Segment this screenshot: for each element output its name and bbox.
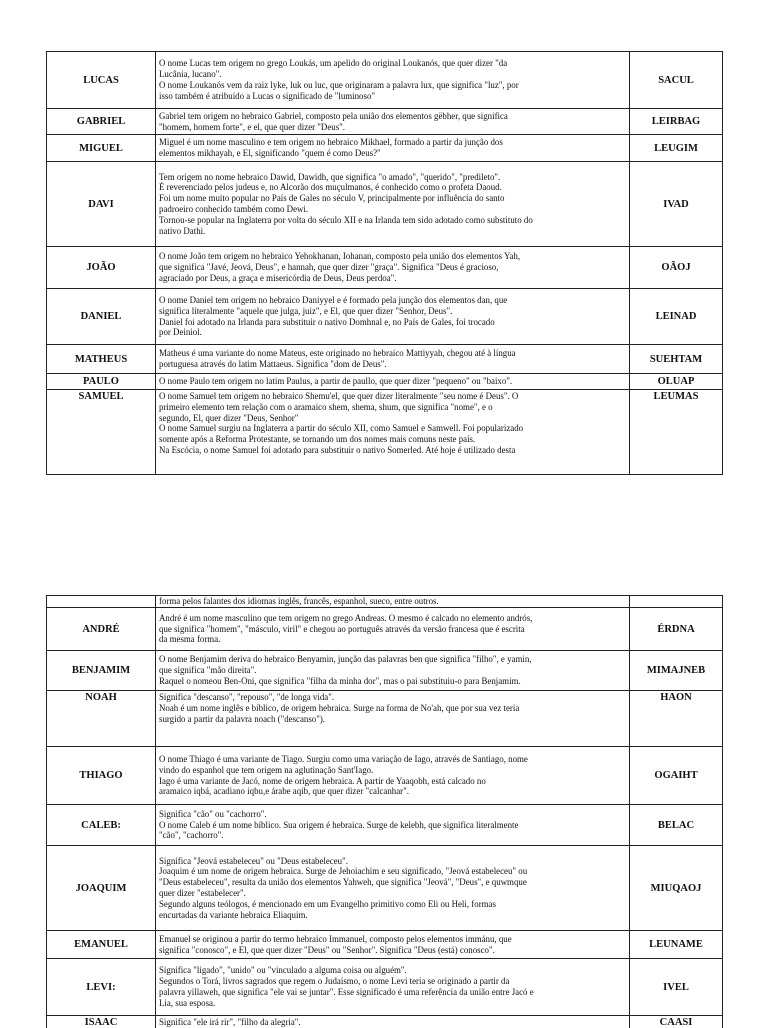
meaning-line: Iago é uma variante de Jacó, nome de origem hebraica. A partir de Yaaqobh, está calcado no bbox=[159, 776, 626, 787]
meaning-line: Matheus é uma variante do nome Mateus, este originado no hebraico Mattiyyah, chegou até à língua bbox=[159, 348, 626, 359]
name-cell: ANDRÉ bbox=[47, 608, 156, 651]
meaning-line: vindo do espanhol que tem origem na aglutinação Sant'Iago. bbox=[159, 765, 626, 776]
meaning-cell bbox=[156, 345, 630, 374]
name-cell: PAULO bbox=[47, 374, 156, 390]
meaning-line: Lia, sua esposa. bbox=[159, 998, 626, 1009]
meaning-line: segundo, El, quer dizer "Deus, Senhor" bbox=[159, 413, 626, 424]
meaning-line: "homem, homem forte", e el, que quer dizer "Deus". bbox=[159, 122, 626, 133]
meaning-line: Na Escócia, o nome Samuel foi adotado para substituir o nativo Somerled. Até hoje é utilizado desta bbox=[159, 445, 626, 456]
meaning-line: O nome Paulo tem origem no latim Paulus, a partir de paullo, que quer dizer "pequeno" ou "baixo". bbox=[159, 376, 626, 387]
meaning-line: isso também é atribuído a Lucas o significado de "luminoso" bbox=[159, 91, 626, 102]
reversed-name-cell: OLUAP bbox=[630, 374, 723, 390]
reversed-name-cell: IVEL bbox=[630, 959, 723, 1016]
name-row-paulo bbox=[47, 374, 723, 390]
reversed-name-cell: LEINAD bbox=[630, 289, 723, 345]
meaning-cell bbox=[156, 959, 630, 1016]
meaning-line: forma pelos falantes dos idiomas inglês, francês, espanhol, sueco, entre outros. bbox=[159, 596, 626, 607]
reversed-name-cell: MIUQAOJ bbox=[630, 846, 723, 931]
name-cell: NOAH bbox=[47, 691, 156, 747]
reversed-name-cell: SUEHTAM bbox=[630, 345, 723, 374]
name-row-andre bbox=[47, 608, 723, 651]
meaning-line: padroeiro conhecido também como Dewi. bbox=[159, 204, 626, 215]
meaning-line: aramaico iqbá, acadiano iqbu,e árabe aqib, que quer dizer "calcanhar". bbox=[159, 786, 626, 797]
reversed-name-cell: MIMAJNEB bbox=[630, 651, 723, 691]
name-cell: BENJAMIM bbox=[47, 651, 156, 691]
name-row-continued bbox=[47, 596, 723, 608]
meaning-line: É reverenciado pelos judeus e, no Alcorão dos muçulmanos, é conhecido como o profeta Daoud. bbox=[159, 182, 626, 193]
reversed-name-cell: HAON bbox=[630, 691, 723, 747]
name-row-emanuel bbox=[47, 931, 723, 959]
name-cell: JOÃO bbox=[47, 247, 156, 289]
reversed-name-cell: ÉRDNA bbox=[630, 608, 723, 651]
meaning-cell bbox=[156, 608, 630, 651]
meaning-line: Tem origem no nome hebraico Dawid, Dawidh, que significa "o amado", "querido", "predileto". bbox=[159, 172, 626, 183]
reversed-name-cell: BELAC bbox=[630, 805, 723, 846]
reversed-name-cell: SACUL bbox=[630, 52, 723, 109]
meaning-line: O nome Samuel surgiu na Inglaterra a partir do século XII, como Samuel e Samwell. Foi popularizado bbox=[159, 423, 626, 434]
meaning-line: "cão", "cachorro". bbox=[159, 830, 626, 841]
meaning-line: O nome Benjamim deriva do hebraico Benyamin, junção das palavras ben que significa "filho", e yamin, bbox=[159, 654, 626, 665]
meaning-line: Noah é um nome inglês e bíblico, de origem hebraica. Surge na forma de No'ah, que por sua vez teria bbox=[159, 703, 626, 714]
name-row-davi bbox=[47, 162, 723, 247]
meaning-line: encurtadas da variante hebraica Eliaquim. bbox=[159, 910, 626, 921]
meaning-line: agraciado por Deus, a graça e misericórdia de Deus, Deus perdoa". bbox=[159, 273, 626, 284]
name-cell: LUCAS bbox=[47, 52, 156, 109]
name-cell: EMANUEL bbox=[47, 931, 156, 959]
meaning-line: que significa "homem", "másculo, viril" e chegou ao português através da versão francesa que é escrita bbox=[159, 624, 626, 635]
meaning-line: significa literalmente "aquele que julga, juiz", e El, que quer dizer "Senhor, Deus". bbox=[159, 306, 626, 317]
name-row-thiago bbox=[47, 747, 723, 805]
name-row-benjamim bbox=[47, 651, 723, 691]
meaning-cell bbox=[156, 390, 630, 475]
meaning-cell bbox=[156, 162, 630, 247]
name-cell: GABRIEL bbox=[47, 109, 156, 135]
meaning-line: Significa "ligado", "unido" ou "vinculado a alguma coisa ou alguém". bbox=[159, 965, 626, 976]
meaning-line: Significa "descanso", "repouso", "de longa vida". bbox=[159, 692, 626, 703]
meaning-line: palavra yillaweh, que significa "ele vai se juntar". Esse significado é uma referência da união entre Jacó e bbox=[159, 987, 626, 998]
meaning-cell bbox=[156, 289, 630, 345]
meaning-line: da mesma forma. bbox=[159, 634, 626, 645]
meaning-line: Foi um nome muito popular no País de Gales no século V, principalmente por influência do santo bbox=[159, 193, 626, 204]
name-cell: JOAQUIM bbox=[47, 846, 156, 931]
meaning-line: Significa "ele irá rir", "filho da alegria". bbox=[159, 1017, 626, 1028]
meaning-line: nativo Dathi. bbox=[159, 226, 626, 237]
name-cell bbox=[47, 596, 156, 608]
meaning-line: Segundos o Torá, livros sagrados que regem o Judaísmo, o nome Levi teria se originado a partir da bbox=[159, 976, 626, 987]
meaning-line: significa "conosco", e El, que quer dizer "Deus" ou "Senhor". Significa "Deus (está) conosco". bbox=[159, 945, 626, 956]
meaning-line: O nome Lucas tem origem no grego Loukás, um apelido do original Loukanós, que quer dizer "da bbox=[159, 58, 626, 69]
reversed-name-cell: IVAD bbox=[630, 162, 723, 247]
meaning-cell bbox=[156, 651, 630, 691]
meaning-line: O nome Loukanós vem da raiz lyke, luk ou luc, que originaram a palavra lux, que significa "luz", por bbox=[159, 80, 626, 91]
meaning-cell bbox=[156, 1016, 630, 1028]
reversed-name-cell: LEUGIM bbox=[630, 135, 723, 162]
meaning-line: que significa "mão direita". bbox=[159, 665, 626, 676]
reversed-name-cell: OÃOJ bbox=[630, 247, 723, 289]
meaning-line: surgido a partir da palavra noach ("descanso"). bbox=[159, 714, 626, 725]
meaning-line: Raquel o nomeou Ben-Oni, que significa "filha da minha dor", mas o pai substituiu-o para Benjamim. bbox=[159, 676, 626, 687]
name-row-samuel bbox=[47, 390, 723, 475]
name-row-joaquim bbox=[47, 846, 723, 931]
meaning-line: O nome Samuel tem origem no hebraico Shemu'el, que quer dizer literalmente "seu nome é Deus". O bbox=[159, 391, 626, 402]
name-row-levi bbox=[47, 959, 723, 1016]
names-table-bottom bbox=[46, 595, 723, 1028]
meaning-line: Joaquim é um nome de origem hebraica. Surge de Jehoiachim e seu significado, "Jeová estabeleceu" ou bbox=[159, 866, 626, 877]
name-cell: LEVI: bbox=[47, 959, 156, 1016]
names-table-top bbox=[46, 51, 723, 475]
meaning-cell bbox=[156, 596, 630, 608]
reversed-name-cell: LEUMAS bbox=[630, 390, 723, 475]
name-row-isaac bbox=[47, 1016, 723, 1028]
meaning-line: primeiro elemento tem relação com o aramaico shem, shema, shum, que significa "nome", e o bbox=[159, 402, 626, 413]
meaning-cell bbox=[156, 931, 630, 959]
meaning-line: Emanuel se originou a partir do termo hebraico Immanuel, composto pelos elementos immánu, que bbox=[159, 934, 626, 945]
meaning-line: portuguesa através do latim Mattaeus. Significa "dom de Deus". bbox=[159, 359, 626, 370]
meaning-line: Gabriel tem origem no hebraico Gabriel, composto pela união dos elementos gëbher, que significa bbox=[159, 111, 626, 122]
reversed-name-cell: LEUNAME bbox=[630, 931, 723, 959]
meaning-cell bbox=[156, 247, 630, 289]
name-row-gabriel bbox=[47, 109, 723, 135]
meaning-cell bbox=[156, 52, 630, 109]
meaning-line: Segundo alguns teólogos, é mencionado em um Evangelho primitivo como Eli ou Heli, formas bbox=[159, 899, 626, 910]
meaning-line: somente após a Reforma Protestante, se tornando um dos nomes mais comuns neste país. bbox=[159, 434, 626, 445]
name-row-caleb bbox=[47, 805, 723, 846]
name-cell: DAVI bbox=[47, 162, 156, 247]
meaning-cell bbox=[156, 374, 630, 390]
meaning-line: Lucânia, lucano". bbox=[159, 69, 626, 80]
meaning-cell bbox=[156, 691, 630, 747]
name-cell: DANIEL bbox=[47, 289, 156, 345]
name-cell: MATHEUS bbox=[47, 345, 156, 374]
meaning-line: quer dizer "estabelecer". bbox=[159, 888, 626, 899]
meaning-line bbox=[159, 724, 626, 735]
name-row-daniel bbox=[47, 289, 723, 345]
name-row-noah bbox=[47, 691, 723, 747]
meaning-line: Miguel é um nome masculino e tem origem no hebraico Mikhael, formado a partir da junção dos bbox=[159, 137, 626, 148]
meaning-cell bbox=[156, 135, 630, 162]
meaning-cell bbox=[156, 805, 630, 846]
name-cell: CALEB: bbox=[47, 805, 156, 846]
meaning-line: O nome Thiago é uma variante de Tiago. Surgiu como uma variação de Iago, através de Santiago, nome bbox=[159, 754, 626, 765]
name-row-joao bbox=[47, 247, 723, 289]
meaning-line: Tornou-se popular na Inglaterra por volta do século XII e na Irlanda tem sido adotado como substituto do bbox=[159, 215, 626, 226]
meaning-line: Daniel foi adotado na Irlanda para substituir o nativo Domhnal e, no País de Gales, foi trocado bbox=[159, 317, 626, 328]
meaning-line: O nome Caleb é um nome bíblico. Sua origem é hebraica. Surge de kelebh, que significa literalmente bbox=[159, 820, 626, 831]
reversed-name-cell: LEIRBAG bbox=[630, 109, 723, 135]
meaning-line: "Deus estabeleceu", resulta da união dos elementos Yahweh, que significa "Jeová", "Deus", e quwmque bbox=[159, 877, 626, 888]
name-row-miguel bbox=[47, 135, 723, 162]
name-cell: SAMUEL bbox=[47, 390, 156, 475]
meaning-line: Significa "Jeová estabeleceu" ou "Deus estabeleceu". bbox=[159, 856, 626, 867]
meaning-line: Significa "cão" ou "cachorro". bbox=[159, 809, 626, 820]
name-row-matheus bbox=[47, 345, 723, 374]
meaning-line: elementos mikhayah, e El, significando "quem é como Deus?" bbox=[159, 148, 626, 159]
name-row-lucas bbox=[47, 52, 723, 109]
meaning-line: O nome Daniel tem origem no hebraico Daniyyel e é formado pela junção dos elementos dan, que bbox=[159, 295, 626, 306]
meaning-cell bbox=[156, 846, 630, 931]
meaning-line: por Deiniol. bbox=[159, 327, 626, 338]
meaning-line: André é um nome masculino que tem origem no grego Andreas. O mesmo é calcado no elemento andrós, bbox=[159, 613, 626, 624]
meaning-cell bbox=[156, 747, 630, 805]
name-cell: THIAGO bbox=[47, 747, 156, 805]
meaning-line: O nome João tem origem no hebraico Yehokhanan, Iohanan, composto pela união dos elementos Yah, bbox=[159, 251, 626, 262]
reversed-name-cell: OGAIHT bbox=[630, 747, 723, 805]
name-cell: MIGUEL bbox=[47, 135, 156, 162]
reversed-name-cell: CAASI bbox=[630, 1016, 723, 1028]
meaning-cell bbox=[156, 109, 630, 135]
meaning-line: que significa "Javé, Jeová, Deus", e hannah, que quer dizer "graça". Significa "Deus é gracioso, bbox=[159, 262, 626, 273]
name-cell: ISAAC bbox=[47, 1016, 156, 1028]
reversed-name-cell bbox=[630, 596, 723, 608]
